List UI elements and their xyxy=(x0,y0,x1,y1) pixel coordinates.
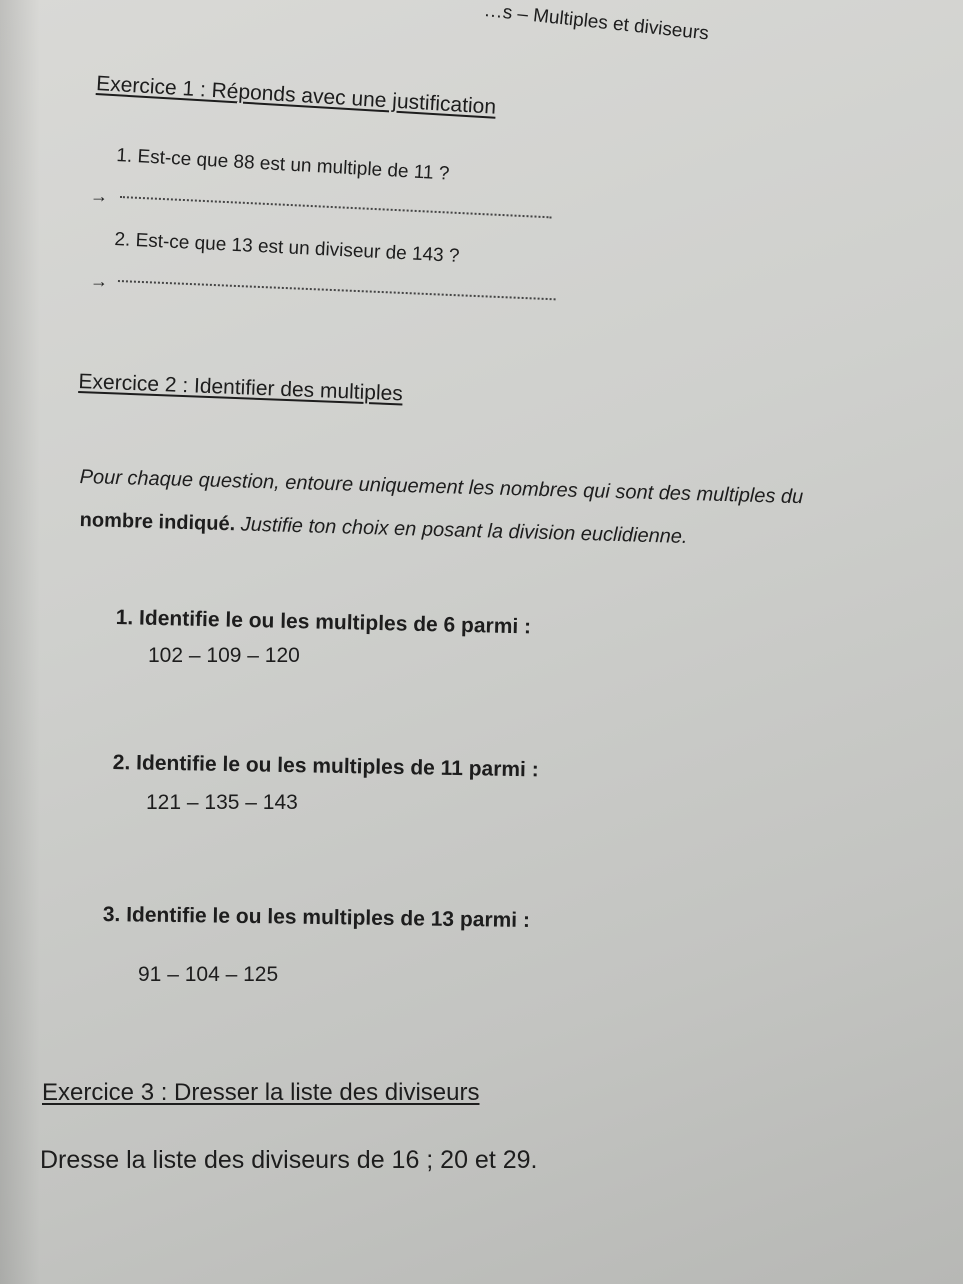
exercise-3-task: Dresse la liste des diviseurs de 16 ; 20 et 29. xyxy=(40,1146,538,1174)
exercise-1-question-2: 2. Est-ce que 13 est un diviseur de 143 ? xyxy=(113,229,460,267)
exercise-2-numbers-2[interactable]: 121 – 135 – 143 xyxy=(146,791,298,814)
exercise-2-title: Exercice 2 : Identifier des multiples xyxy=(78,370,404,406)
exercise-2-instruction-line-1: Pour chaque question, entoure uniquement les nombres qui sont des multiples du xyxy=(79,466,804,509)
exercise-2-item-2: 2. Identifie le ou les multiples de 11 parmi : xyxy=(112,751,539,782)
instruction-bold-part: nombre indiqué. xyxy=(79,509,236,536)
answer-arrow-icon: → xyxy=(90,271,108,291)
exercise-1-question-1: 1. Est-ce que 88 est un multiple de 11 ? xyxy=(115,145,450,185)
exercise-1-title: Exercice 1 : Réponds avec une justification xyxy=(95,72,497,119)
exercise-2-numbers-1[interactable]: 102 – 109 – 120 xyxy=(148,644,300,667)
exercise-2-numbers-3[interactable]: 91 – 104 – 125 xyxy=(138,963,279,986)
answer-arrow-icon: → xyxy=(90,186,108,206)
page-title: …s – Multiples et diviseurs xyxy=(482,0,710,45)
answer-line-2[interactable] xyxy=(118,280,556,300)
exercise-3-title: Exercice 3 : Dresser la liste des diviseurs xyxy=(42,1079,480,1106)
answer-line-1[interactable] xyxy=(120,196,552,218)
exercise-2-instruction-line-2 xyxy=(79,509,687,549)
instruction-italic-part: Justifie ton choix en posant la division euclidienne. xyxy=(234,513,688,548)
page-shadow xyxy=(0,0,40,1284)
exercise-2-item-1: 1. Identifie le ou les multiples de 6 parmi : xyxy=(115,606,532,639)
exercise-2-item-3: 3. Identifie le ou les multiples de 13 parmi : xyxy=(102,903,531,932)
